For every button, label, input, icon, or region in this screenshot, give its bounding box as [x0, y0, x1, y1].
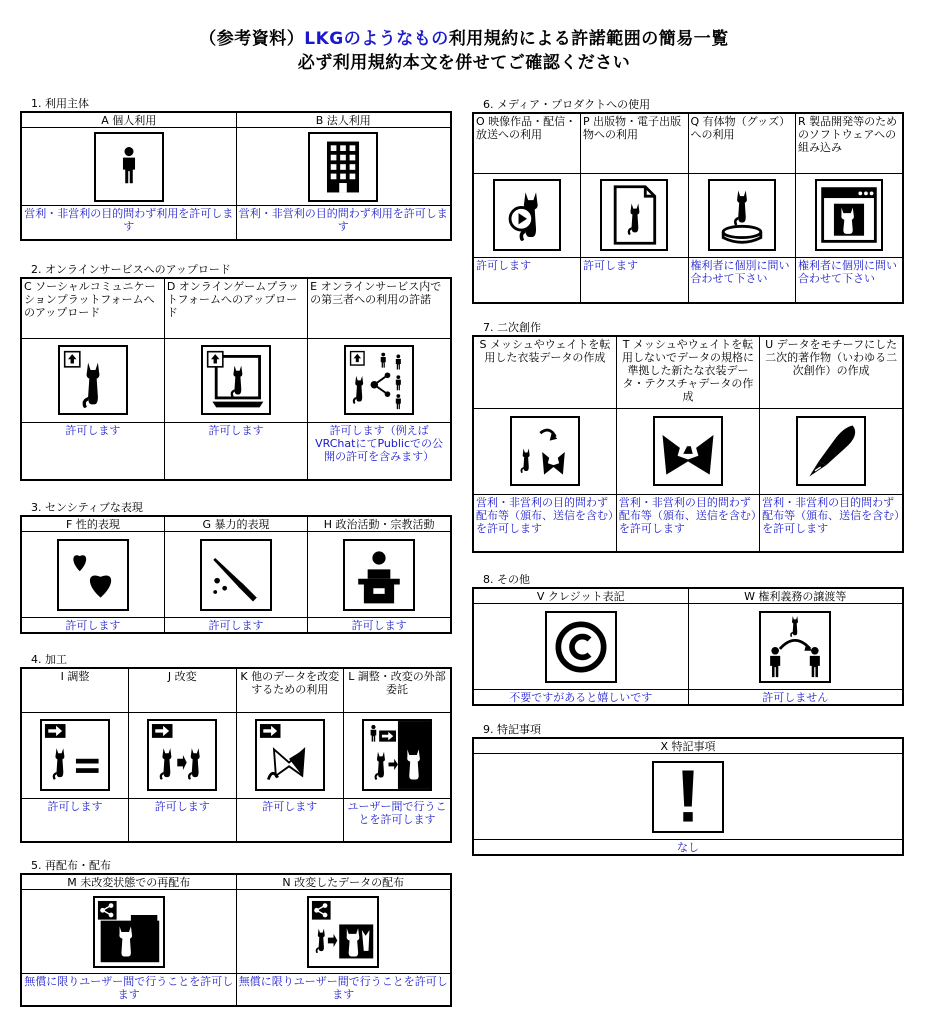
item-label: H 政治活動・宗教活動	[308, 516, 451, 532]
section-redistribution	[20, 858, 452, 1007]
item-result: 許可します	[164, 618, 307, 634]
item-result: 許可します	[21, 618, 164, 634]
section-processing	[20, 652, 452, 843]
item-label: V クレジット表記	[473, 588, 688, 604]
upload-game-icon	[201, 345, 271, 415]
item-label: I 調整	[21, 668, 129, 712]
item-label: A 個人利用	[21, 112, 236, 128]
item-result: 許可しません	[688, 690, 903, 706]
section-title: 8. その他	[483, 573, 530, 586]
item-result: 不要ですがあると嬉しいです	[473, 690, 688, 706]
item-result: 営利・非営利の目的問わず配布等（頒布、送信を含む）を許可します	[473, 494, 616, 552]
page-title: （参考資料）LKGのようなもの利用規約による許諾範囲の簡易一覧	[199, 29, 729, 49]
section-title: 2. オンラインサービスへのアップロード	[31, 263, 231, 276]
item-result: 無償に限りユーザー間で行うことを許可します	[21, 974, 236, 1006]
item-result: 営利・非営利の目的問わず配布等（頒布、送信を含む）を許可します	[760, 494, 903, 552]
item-result: ユーザー間で行うことを許可します	[344, 798, 452, 842]
item-label: F 性的表現	[21, 516, 164, 532]
section-title: 7. 二次創作	[483, 321, 541, 334]
item-label: B 法人利用	[236, 112, 451, 128]
hearts-icon	[57, 539, 129, 611]
redistribute-icon	[93, 896, 165, 968]
item-label: L 調整・改変の外部委託	[344, 668, 452, 712]
costume-transfer-icon	[510, 416, 580, 486]
item-result: 許可します	[21, 798, 129, 842]
software-icon	[815, 179, 883, 251]
section-title: 3. センシティブな表現	[31, 501, 143, 514]
section-title: 4. 加工	[31, 653, 67, 666]
item-result: 許可します	[236, 798, 344, 842]
outsource-icon	[362, 719, 432, 791]
section-online-upload	[20, 262, 452, 481]
item-label: E オンラインサービス内での第三者への利用の許諾	[308, 278, 451, 338]
item-result: 営利・非営利の目的問わず配布等（頒布、送信を含む）を許可します	[616, 494, 759, 552]
modify-icon	[147, 719, 217, 791]
item-label: O 映像作品・配信・放送への利用	[473, 113, 581, 173]
item-result: 権利者に個別に問い合わせて下さい	[688, 257, 796, 303]
building-icon	[308, 132, 378, 202]
exclamation-icon	[652, 761, 724, 833]
item-result: 無償に限りユーザー間で行うことを許可します	[236, 974, 451, 1006]
item-label: P 出版物・電子出版物への利用	[581, 113, 689, 173]
knife-icon	[200, 539, 272, 611]
item-result: 許可します	[21, 422, 164, 480]
item-label: D オンラインゲームプラットフォームへのアップロード	[164, 278, 307, 338]
item-label: Q 有体物（グッズ）への利用	[688, 113, 796, 173]
item-label: T メッシュやウェイトを転用しないでデータの規格に準拠した新たな衣装データ・テクスチャデータの作成	[616, 336, 759, 408]
page-subtitle: 必ず利用規約本文を併せてご確認ください	[297, 53, 631, 73]
section-title: 1. 利用主体	[31, 97, 89, 110]
item-label: K 他のデータを改変するための利用	[236, 668, 344, 712]
item-result: 許可します	[473, 257, 581, 303]
section-title: 9. 特記事項	[483, 723, 541, 736]
item-result: 権利者に個別に問い合わせて下さい	[796, 257, 904, 303]
item-result: 許可します	[308, 618, 451, 634]
distribute-modified-icon	[307, 896, 379, 968]
item-result: なし	[473, 840, 903, 856]
section-derivative-works	[472, 320, 904, 553]
costume-new-icon	[653, 416, 723, 486]
video-icon	[493, 179, 561, 251]
upload-avatar-icon	[58, 345, 128, 415]
item-result: 許可します	[581, 257, 689, 303]
copyright-icon	[545, 611, 617, 683]
podium-icon	[343, 539, 415, 611]
section-usage-subject	[20, 96, 452, 241]
item-result: 許可します	[129, 798, 237, 842]
item-label: M 未改変状態での再配布	[21, 874, 236, 890]
item-label: C ソーシャルコミュニケーションプラットフォームへのアップロード	[21, 278, 164, 338]
item-label: G 暴力的表現	[164, 516, 307, 532]
item-label: U データをモチーフにした二次的著作物（いわゆる二次創作）の作成	[760, 336, 903, 408]
publication-icon	[600, 179, 668, 251]
item-result: 営利・非営利の目的問わず利用を許可します	[21, 206, 236, 240]
item-label: X 特記事項	[473, 738, 903, 754]
item-label: W 権利義務の譲渡等	[688, 588, 903, 604]
person-icon	[94, 132, 164, 202]
transfer-icon	[759, 611, 831, 683]
section-title: 5. 再配布・配布	[31, 859, 111, 872]
item-label: J 改変	[129, 668, 237, 712]
item-label: N 改変したデータの配布	[236, 874, 451, 890]
section-special-notes	[472, 722, 904, 856]
item-result: 営利・非営利の目的問わず利用を許可します	[236, 206, 451, 240]
pen-icon	[796, 416, 866, 486]
figure-icon	[708, 179, 776, 251]
share-users-icon	[344, 345, 414, 415]
adjust-icon	[40, 719, 110, 791]
section-other	[472, 572, 904, 706]
item-result: 許可します	[164, 422, 307, 480]
section-sensitive	[20, 500, 452, 634]
item-label: S メッシュやウェイトを転用した衣装データの作成	[473, 336, 616, 408]
item-label: R 製品開発等のためのソフトウェアへの組み込み	[796, 113, 904, 173]
section-media-products	[472, 97, 904, 304]
section-title: 6. メディア・プロダクトへの使用	[483, 98, 651, 111]
parts-icon	[255, 719, 325, 791]
item-result: 許可します（例えばVRChatにてPublicでの公開の許可を含みます）	[308, 422, 451, 480]
